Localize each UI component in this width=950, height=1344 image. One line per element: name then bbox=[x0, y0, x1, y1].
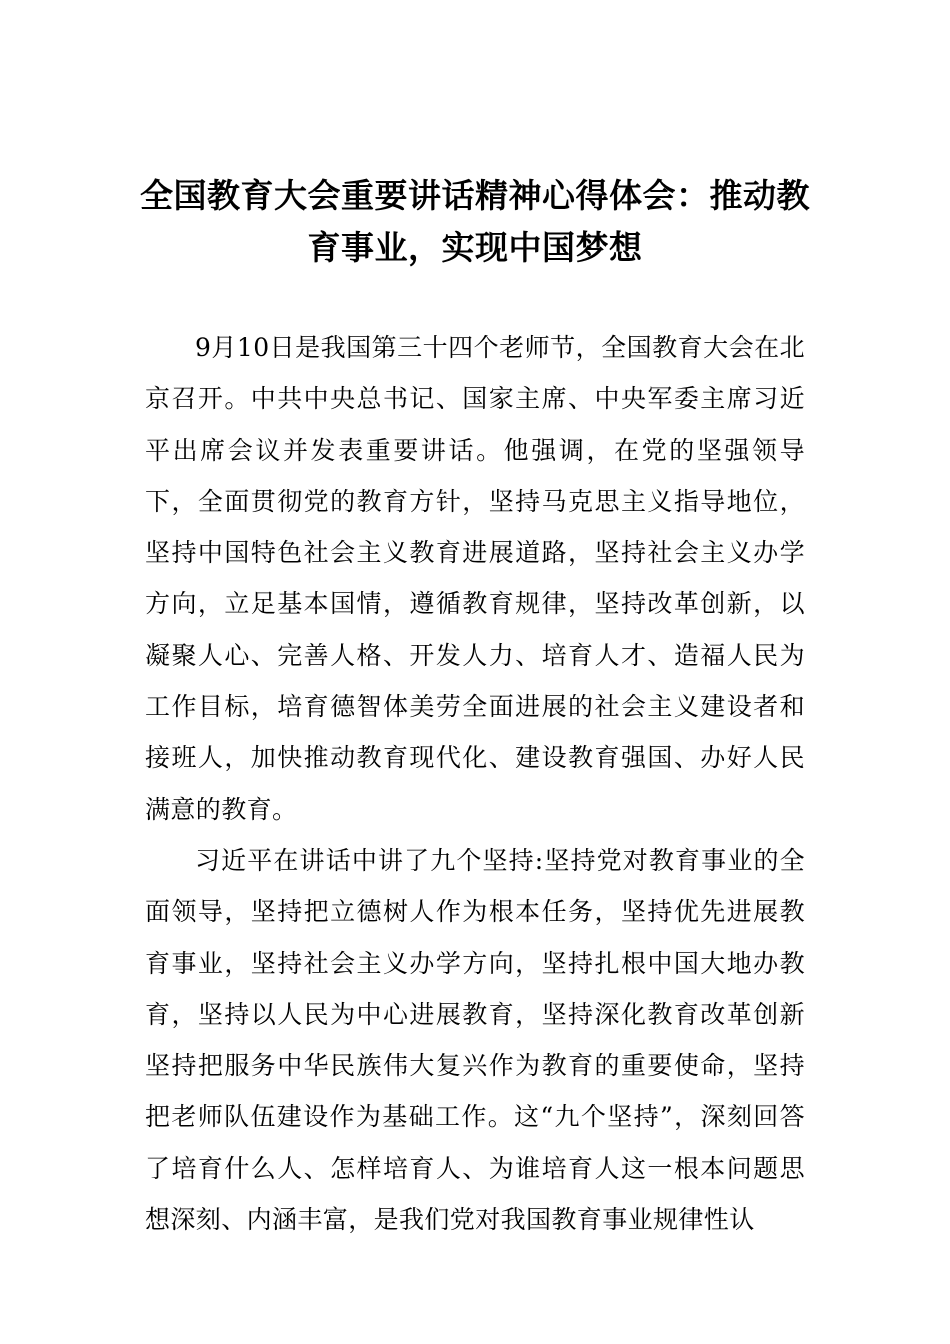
document-title: 全国教育大会重要讲话精神心得体会：推动教育事业，实现中国梦想 bbox=[140, 176, 810, 267]
paragraph-1: 9月10日是我国第三十四个老师节，全国教育大会在北京召开。中共中央总书记、国家主席、中央军委主席习近平出席会议并发表重要讲话。他强调，在党的坚强领导下，全面贯彻党的教育方针，坚持马克思主义指导地位，坚持中国特色社会主义教育进展道路，坚持社会主义办学方向，立足基本国情，遵循教育规律，坚持改革创新，以凝聚人心、完善人格、开发人力、培育人才、造福人民为工作目标，培育德智体美劳全面进展的社会主义建设者和接班人，加快推动教育现代化、建设教育强国、办好人民满意的教育。 bbox=[145, 333, 805, 824]
document-body bbox=[145, 322, 805, 1245]
paragraph-2: 习近平在讲话中讲了九个坚持:坚持党对教育事业的全面领导，坚持把立德树人作为根本任务，坚持优先进展教育事业，坚持社会主义办学方向，坚持扎根中国大地办教育，坚持以人民为中心进展教育，坚持深化教育改革创新坚持把服务中华民族伟大复兴作为教育的重要使命，坚持把老师队伍建设作为基础工作。这“九个坚持”，深刻回答了培育什么人、怎样培育人、为谁培育人这一根本问题思想深刻、内涵丰富，是我们党对我国教育事业规律性认 bbox=[145, 845, 805, 1235]
